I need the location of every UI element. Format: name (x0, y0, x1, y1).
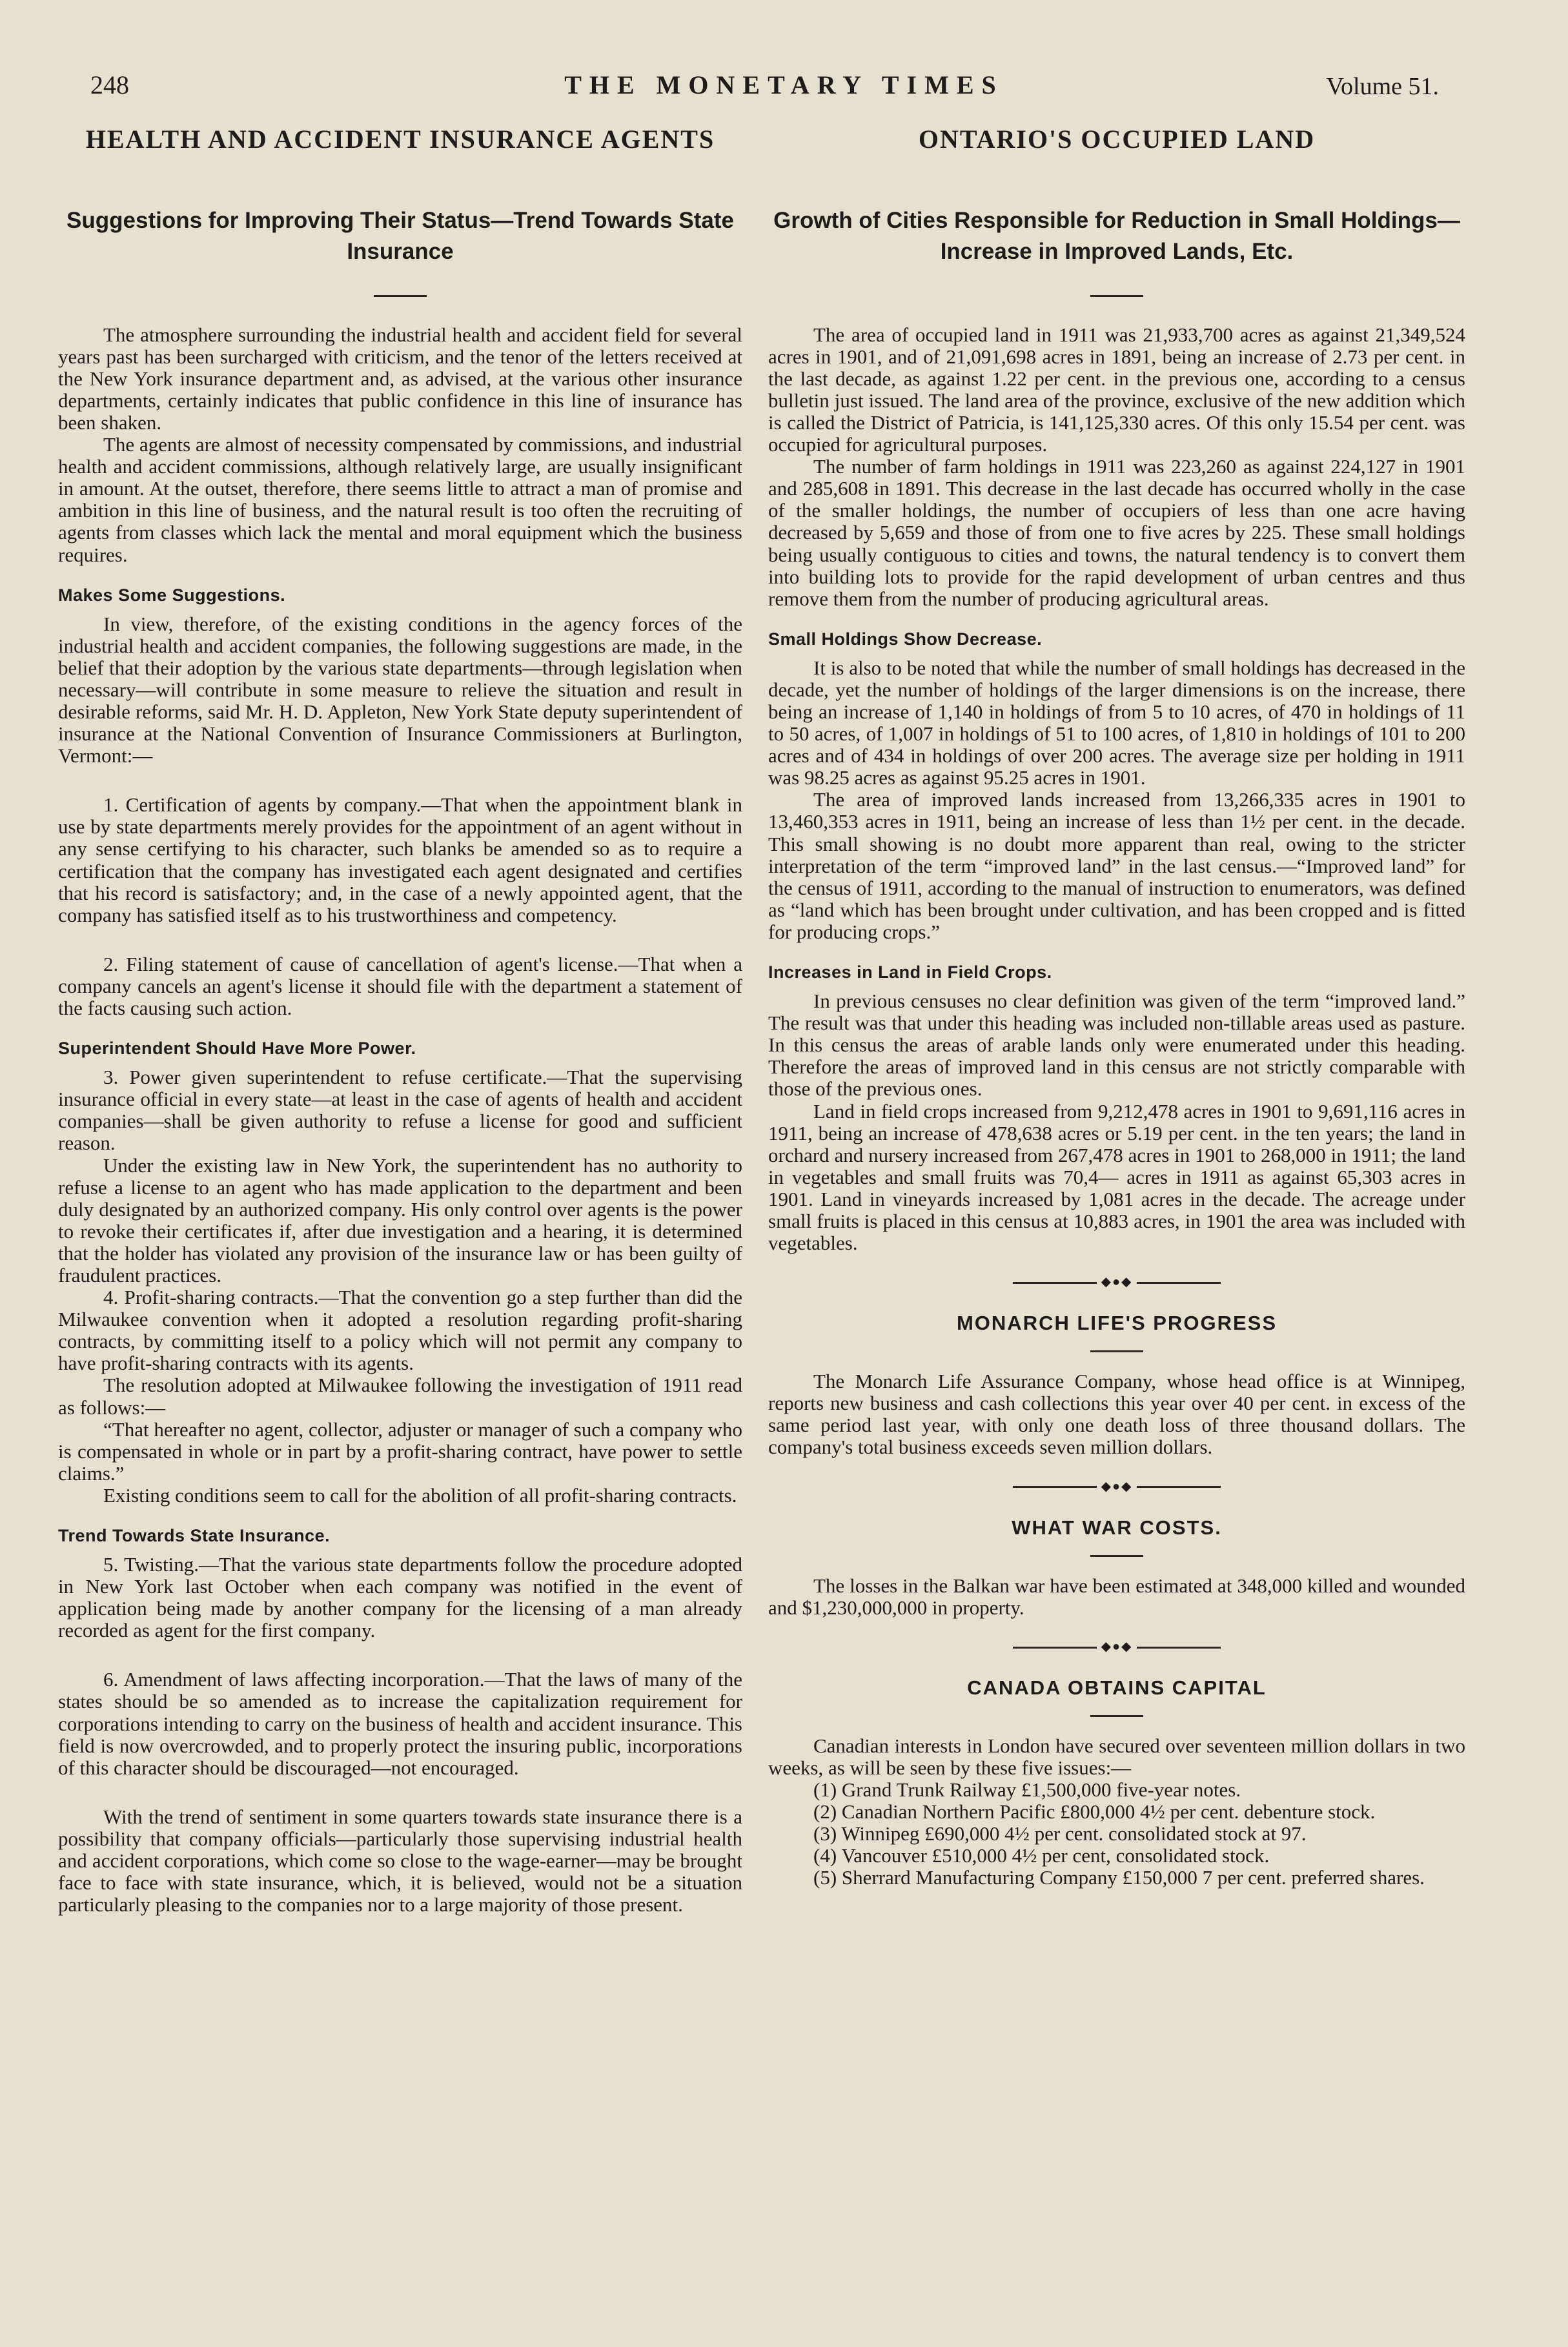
section-heading: Makes Some Suggestions. (58, 585, 286, 605)
paragraph: Canadian interests in London have secured over seventeen million dollars in two weeks, as will be seen by these five issues:— (768, 1734, 1465, 1779)
masthead: THE MONETARY TIMES (564, 70, 1004, 99)
paragraph: The number of farm holdings in 1911 was 223,260 as against 224,127 in 1901 and 285,608 in 1891. This decrease in the last decade has occurred wholly in the case of the smaller holdings, the number of occupiers of less than one acre having decreased by 5,659 and those of from one to five acres by 225. These small holdings being usually contiguous to cities and towns, the natural tendency is to convert them into building lots to provide for the rapid development of urban centres and thus remove them from the number of producing agricultural areas. (768, 455, 1465, 610)
paragraph: 5. Twisting.—That the various state departments follow the procedure adopted in New York last October when each company was notified in the event of application being made by another company for the licensing of a man already recorded as agent for the first company. (58, 1553, 742, 1642)
ornament-divider: ◆●◆ (768, 1478, 1465, 1494)
paragraph: The area of occupied land in 1911 was 21,933,700 acres as against 21,349,524 acres in 1901, and of 21,091,698 acres in 1891, being an increase of 2.73 per cent. in the last decade, as against 1.22 per cent. in the previous one, according to a census bulletin just issued. The land area of the province, exclusive of the new addition which is called the District of Patricia, is 141,125,330 acres. Of this only 15.54 per cent. was occupied for agricultural purposes. (768, 323, 1465, 456)
paragraph: 3. Power given superintendent to refuse certificate.—That the supervising insurance official in every state—at least in the case of agents of health and accident companies—shall be given authority to refuse a license for good and sufficient reason. (58, 1066, 742, 1155)
paragraph: The area of improved lands increased from 13,266,335 acres in 1901 to 13,460,353 acres in 1911, being an increase of less than 1½ per cent. in the decade. This small showing is no doubt more apparent than real, owing to the stricter interpretation of the term “improved land” in the last census.—“Improved land” for the census of 1911, according to the manual of instruction to enumerators, was defined as “land which has been brought under cultivation, and has been cropped and is fitted for producing crops.” (768, 788, 1465, 943)
paragraph: The atmosphere surrounding the industrial health and accident field for several years past has been surcharged with criticism, and the tenor of the letters received at the New York insurance department and, as advised, at the various other insurance departments, certainly indicates that public confidence in this line of insurance has been shaken. (58, 323, 742, 434)
paragraph: Under the existing law in New York, the superintendent has no authority to refuse a license to an agent who has made application to the department and been duly designated by an authorized company. His only control over agents is the power to revoke their certificates if, after due investigation and a hearing, it is determined that the holder has violated any provision of the insurance law or has been guilty of fraudulent practices. (58, 1153, 742, 1286)
list-item: (3) Winnipeg £690,000 4½ per cent. consolidated stock at 97. (813, 1822, 1307, 1845)
paragraph: 4. Profit-sharing contracts.—That the convention go a step further than did the Milwaukee convention when it adopted a resolution regarding profit-sharing contracts, by committing itself to a policy which will not permit any company to have profit-sharing contracts with its agents. (58, 1286, 742, 1375)
left-column (58, 124, 742, 1916)
section-heading: Superintendent Should Have More Power. (58, 1039, 416, 1059)
page-number: 248 (90, 70, 129, 99)
paragraph: The agents are almost of necessity compensated by commissions, and industrial health and accident commissions, although relatively large, are usually insignificant in amount. At the outset, therefore, there seems little to attract a man of promise and ambition in this line of business, and the natural result is too often the recruiting of agents from classes which lack the mental and moral equipment which the business requires. (58, 433, 742, 566)
volume-label: Volume 51. (1326, 73, 1439, 100)
paragraph: 2. Filing statement of cause of cancellation of agent's license.—That when a company cancels an agent's license it should file with the department a statement of the facts causing such action. (58, 952, 742, 1020)
paragraph: It is also to be noted that while the number of small holdings has decreased in the decade, yet the number of holdings of the larger dimensions is on the increase, there being an increase of 1,140 in holdings of from 5 to 10 acres, of 470 in holdings of 11 to 50 acres, of 1,007 in holdings of 51 to 100 acres, of 1,810 in holdings of 101 to 200 acres and of 434 in holdings of over 200 acres. The average size per holding in 1911 was 98.25 acres as against 95.25 acres in 1901. (768, 656, 1465, 789)
article-title: ONTARIO'S OCCUPIED LAND (918, 125, 1316, 154)
section-title: MONARCH LIFE'S PROGRESS (956, 1312, 1277, 1335)
right-column (768, 124, 1465, 1889)
paragraph: 1. Certification of agents by company.—That when the appointment blank in use by state departments merely provides for the appointment of an agent without in any sense certifying to his character, such blanks be amended so as to require a certification that the company has investigated each agent designated and certifies that his record is satisfactory; and, in the case of a newly appointed agent, that the company has satisfied itself as to his trustworthiness and competency. (58, 793, 742, 926)
paragraph: The resolution adopted at Milwaukee following the investigation of 1911 read as follows:— (58, 1374, 742, 1419)
list-item: (4) Vancouver £510,000 4½ per cent, consolidated stock. (813, 1844, 1270, 1867)
article-subtitle: Suggestions for Improving Their Status—Trend Towards State Insurance (66, 208, 734, 265)
article-title: HEALTH AND ACCIDENT INSURANCE AGENTS (85, 125, 715, 154)
section-heading: Increases in Land in Field Crops. (768, 962, 1052, 982)
list-item: (1) Grand Trunk Railway £1,500,000 five-year notes. (813, 1778, 1241, 1801)
paragraph: In previous censuses no clear definition was given of the term “improved land.” The result was that under this heading was included non-tillable areas used as pasture. In this census the areas of arable lands only were enumerated under this heading. Therefore the areas of improved land in this census are not strictly comparable with those of the previous ones. (768, 990, 1465, 1101)
paragraph: Land in field crops increased from 9,212,478 acres in 1901 to 9,691,116 acres in 1911, being an increase of 478,638 acres or 5.19 per cent. in the ten years; the land in orchard and nursery increased from 267,478 acres in 1901 to 268,000 in 1911; the land in vegetables and small fruits was 70,4— acres in 1911 as against 65,303 acres in 1901. Land in vineyards increased by 1,081 acres in the decade. The acreage under small fruits is placed in this census at 10,883 acres, in 1901 the area was included with vegetables. (768, 1099, 1465, 1255)
paragraph: In view, therefore, of the existing conditions in the agency forces of the industrial health and accident companies, the following suggestions are made, in the belief that their adoption by the various state departments—through legislation when necessary—will contribute in some measure to relieve the situation and result in desirable reforms, said Mr. H. D. Appleton, New York State deputy superintendent of insurance at the National Convention of Insurance Commissioners at Burlington, Vermont:— (58, 612, 742, 767)
ornament-divider: ◆●◆ (768, 1274, 1465, 1290)
section-heading: Trend Towards State Insurance. (58, 1526, 331, 1545)
list-item: (5) Sherrard Manufacturing Company £150,000 7 per cent. preferred shares. (813, 1866, 1425, 1889)
list-item: (2) Canadian Northern Pacific £800,000 4½ per cent. debenture stock. (813, 1800, 1376, 1823)
ornament-divider: ◆●◆ (768, 1638, 1465, 1654)
paragraph: Existing conditions seem to call for the abolition of all profit-sharing contracts. (103, 1483, 737, 1507)
section-title: WHAT WAR COSTS. (1012, 1516, 1222, 1539)
paragraph: With the trend of sentiment in some quarters towards state insurance there is a possibility that company officials—particularly those supervising industrial health and accident corporations, which come so close to the wage-earner—may be brought face to face with state insurance, which, it is believed, would not be a situation particularly pleasing to the companies nor to a large majority of those present. (58, 1805, 742, 1916)
article-subtitle: Growth of Cities Responsible for Reduction in Small Holdings—Increase in Improved Lands, Etc. (773, 208, 1460, 265)
section-heading: Small Holdings Show Decrease. (768, 629, 1043, 649)
page-header (0, 70, 1568, 108)
paragraph: 6. Amendment of laws affecting incorporation.—That the laws of many of the states should be so amended as to increase the capitalization requirement for corporations intending to carry on the business of health and accident insurance. This field is now overcrowded, and to properly protect the insuring public, incorporations of this character should be discouraged—not encouraged. (58, 1668, 742, 1779)
quote-paragraph: “That hereafter no agent, collector, adjuster or manager of such a company who is compensated in whole or in part by a profit-sharing contract, have power to settle claims.” (58, 1417, 742, 1485)
paragraph: The losses in the Balkan war have been estimated at 348,000 killed and wounded and $1,230,000,000 in property. (768, 1574, 1465, 1619)
section-title: CANADA OBTAINS CAPITAL (967, 1676, 1267, 1699)
paragraph: The Monarch Life Assurance Company, whose head office is at Winnipeg, reports new business and cash collections this year over 40 per cent. in excess of the same period last year, with only one death loss of three thousand dollars. The company's total business exceeds seven million dollars. (768, 1370, 1465, 1459)
divider (1090, 1715, 1143, 1717)
divider (374, 295, 427, 297)
divider (1090, 1555, 1143, 1557)
divider (1090, 1350, 1143, 1352)
divider (1090, 295, 1143, 297)
